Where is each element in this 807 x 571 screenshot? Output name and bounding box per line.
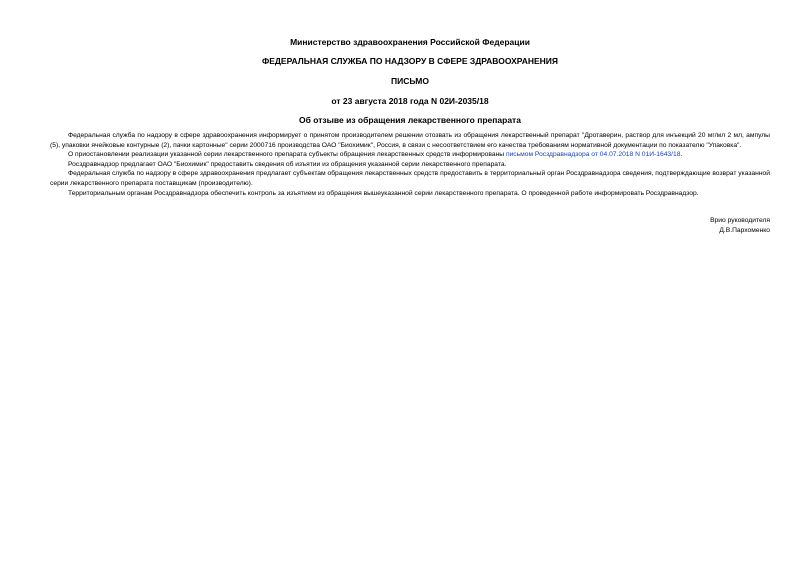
paragraph-suspension-end: .	[680, 151, 683, 159]
paragraph-suspension-text: О приостановлении реализации указанной серии лекарственного препарата субъекты обращения лекарственных средств информированы	[68, 151, 506, 159]
ministry-title: Министерство здравоохранения Российской Федерации	[290, 37, 530, 47]
paragraph-suspension-notice	[50, 150, 770, 160]
letter-body	[50, 131, 770, 198]
letter-reference-link[interactable]: письмом Росздравнадзора от 04.07.2018 N 01И-1643/18	[505, 151, 681, 159]
document-subject: Об отзыве из обращения лекарственного препарата	[299, 115, 521, 125]
signatory-position: Врио руководителя	[710, 217, 770, 224]
document-date-number: от 23 августа 2018 года N 02И-2035/18	[331, 96, 489, 106]
paragraph-recall-decision: Федеральная служба по надзору в сфере здравоохранения информирует о принятом производителем решении отозвать из обращения лекарственный препарат "Дротаверин, раствор для инъекций 20 мг/мл 2 мл, ампулы (5), упаковки ячейковые контурные (2), пачки картонные" серии 2000716 производства ОАО "Биохимик", Россия, в связи с несоответствием его качества требованиям нормативной документации по показателю "Упаковка".	[50, 132, 770, 149]
paragraph-territorial-control: Территориальным органам Росздравнадзора обеспечить контроль за изъятием из обращения вышеуказанной серии лекарственного препарата. О проведенной работе информировать Росздравнадзор.	[68, 189, 699, 197]
document-type: ПИСЬМО	[391, 76, 429, 86]
paragraph-manufacturer-request: Росздравнадзор предлагает ОАО "Биохимик" предоставить сведения об изъятии из обращения указанной серии лекарственного препарата.	[68, 160, 507, 168]
signatory-name: Д.В.Пархоменко	[719, 227, 770, 234]
service-title: ФЕДЕРАЛЬНАЯ СЛУЖБА ПО НАДЗОРУ В СФЕРЕ ЗДРАВООХРАНЕНИЯ	[261, 56, 559, 66]
paragraph-subjects-request: Федеральная служба по надзору в сфере здравоохранения предлагает субъектам обращения лекарственных средств предоставить в территориальный орган Росздравнадзора сведения, подтверждающие возврат указанной серии лекарственного препарата поставщикам (производителю).	[50, 170, 770, 187]
